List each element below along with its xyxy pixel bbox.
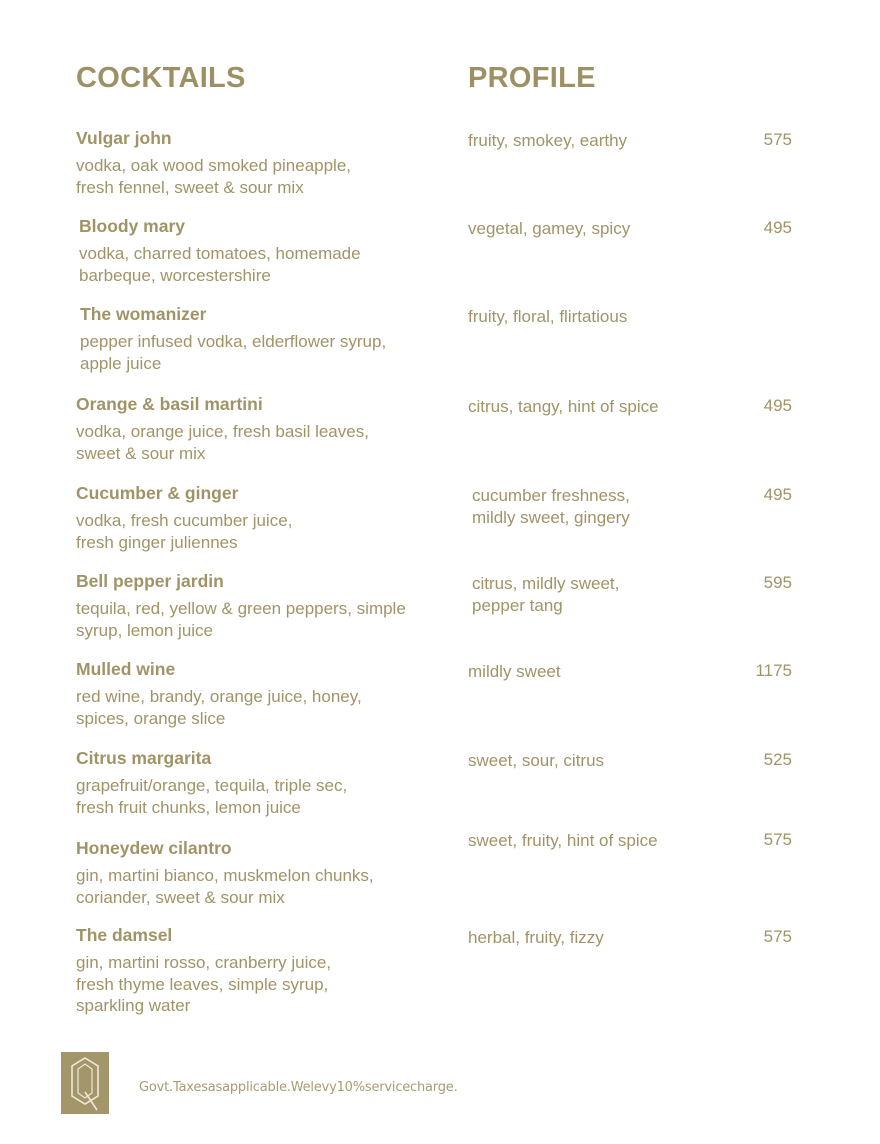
desc-line: fresh fruit chunks, lemon juice — [76, 797, 301, 817]
desc-line: pepper infused vodka, elderflower syrup, — [80, 332, 387, 351]
item-profile — [468, 130, 627, 152]
menu-item — [76, 571, 800, 655]
item-profile — [468, 927, 604, 949]
item-profile — [468, 218, 630, 240]
profile-line: herbal, fruity, fizzy — [468, 928, 604, 947]
item-description — [76, 952, 456, 1017]
menu-item — [76, 483, 800, 567]
desc-line: tequila, red, yellow & green peppers, simple — [76, 599, 406, 618]
item-price: 495 — [763, 485, 792, 504]
menu-item — [76, 659, 800, 743]
item-profile — [468, 830, 658, 852]
item-name: Bell pepper jardin — [76, 571, 224, 591]
profile-line: fruity, floral, flirtatious — [468, 307, 628, 326]
desc-line: gin, martini bianco, muskmelon chunks, — [76, 866, 374, 885]
profile-line: cucumber freshness, — [472, 486, 630, 505]
footer-tax-note: Govt.Taxesasapplicable.Welevy10%servicecharge. — [139, 1080, 458, 1095]
menu-item — [76, 128, 800, 212]
profile-line: mildly sweet — [468, 662, 561, 681]
item-name: The damsel — [76, 925, 173, 945]
item-name: Citrus margarita — [76, 748, 212, 768]
profile-line: sweet, fruity, hint of spice — [468, 831, 658, 850]
item-name: Cucumber & ginger — [76, 483, 239, 503]
profile-line: vegetal, gamey, spicy — [468, 219, 631, 238]
item-profile — [468, 306, 627, 328]
desc-line: fresh thyme leaves, simple syrup, — [76, 974, 329, 994]
item-name: The womanizer — [80, 304, 207, 324]
item-description — [76, 865, 456, 908]
item-profile — [468, 661, 561, 683]
item-profile — [468, 396, 659, 418]
item-name: Mulled wine — [76, 659, 176, 679]
q-logo-icon — [61, 1052, 109, 1114]
desc-line: sweet & sour mix — [76, 443, 206, 463]
desc-line: gin, martini rosso, cranberry juice, — [76, 953, 332, 972]
desc-line: red wine, brandy, orange juice, honey, — [76, 687, 362, 706]
item-profile — [472, 485, 630, 529]
item-description — [76, 598, 456, 641]
menu-item — [76, 304, 800, 388]
menu-item — [76, 216, 800, 300]
profile-heading: PROFILE — [468, 62, 596, 94]
profile-line: fruity, smokey, earthy — [468, 131, 628, 150]
item-price: 1175 — [755, 661, 792, 680]
item-price: 575 — [763, 130, 792, 149]
desc-line: sparkling water — [76, 996, 191, 1015]
desc-line: syrup, lemon juice — [76, 620, 214, 640]
item-description — [76, 510, 456, 553]
item-description — [76, 775, 456, 818]
desc-line: coriander, sweet & sour mix — [76, 887, 285, 907]
profile-line: citrus, mildly sweet, — [472, 574, 620, 593]
item-profile — [468, 750, 604, 772]
desc-line: fresh fennel, sweet & sour mix — [76, 177, 304, 197]
item-name: Orange & basil martini — [76, 394, 263, 414]
item-price: 595 — [763, 573, 792, 592]
menu-item — [76, 925, 800, 1025]
item-price: 575 — [763, 927, 792, 946]
desc-line: barbeque, worcestershire — [79, 265, 271, 285]
desc-line: grapefruit/orange, tequila, triple sec, — [76, 776, 348, 795]
desc-line: fresh ginger juliennes — [76, 532, 238, 552]
menu-item — [76, 830, 800, 922]
desc-line: vodka, orange juice, fresh basil leaves, — [76, 422, 369, 441]
item-description — [80, 331, 460, 374]
profile-line: citrus, tangy, hint of spice — [468, 397, 659, 416]
desc-line: vodka, oak wood smoked pineapple, — [76, 156, 352, 175]
menu-item — [76, 394, 800, 478]
cocktails-heading: COCKTAILS — [76, 62, 246, 94]
profile-line: pepper tang — [472, 596, 563, 615]
profile-line: mildly sweet, gingery — [472, 508, 630, 527]
item-name: Vulgar john — [76, 128, 172, 148]
item-price: 525 — [763, 750, 792, 769]
item-price: 575 — [763, 830, 792, 849]
item-description — [76, 421, 456, 464]
item-description — [79, 243, 459, 286]
item-description — [76, 686, 456, 729]
item-name: Bloody mary — [79, 216, 185, 236]
desc-line: vodka, charred tomatoes, homemade — [79, 244, 361, 263]
item-description — [76, 155, 456, 198]
item-price: 495 — [763, 396, 792, 415]
desc-line: apple juice — [80, 353, 162, 373]
item-price: 495 — [763, 218, 792, 237]
menu-item — [76, 748, 800, 832]
profile-line: sweet, sour, citrus — [468, 751, 605, 770]
desc-line: spices, orange slice — [76, 708, 226, 728]
desc-line: vodka, fresh cucumber juice, — [76, 511, 293, 530]
item-name: Honeydew cilantro — [76, 838, 232, 858]
item-profile — [472, 573, 619, 617]
